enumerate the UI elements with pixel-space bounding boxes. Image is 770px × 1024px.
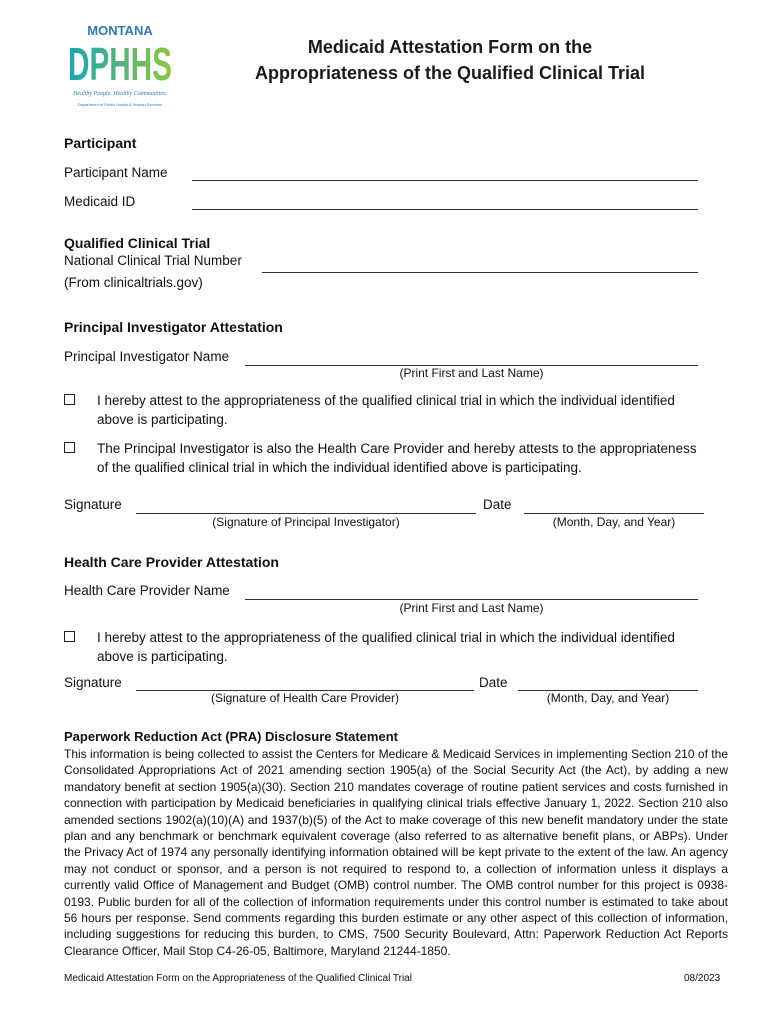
hcp-attest-text (97, 628, 727, 666)
hcp-name-label: Health Care Provider Name (64, 583, 230, 598)
hcp-date-label: Date (479, 675, 508, 690)
pi-date-field[interactable] (524, 513, 704, 514)
hcp-name-caption: (Print First and Last Name) (399, 601, 544, 615)
trial-number-field[interactable] (262, 272, 698, 273)
logo-dept: Department of Public Health & Human Services (77, 102, 163, 107)
pi-attest-line-1: I hereby attest to the appropriateness of the qualified clinical trial in which the individual identified (97, 393, 675, 408)
hcp-heading: Health Care Provider Attestation (64, 554, 279, 570)
participant-name-label: Participant Name (64, 165, 168, 180)
dphhs-logo-graphic (64, 22, 176, 114)
pi-date-label: Date (483, 497, 512, 512)
trial-number-label: National Clinical Trial Number (64, 253, 242, 268)
pi-attest-text (97, 391, 727, 429)
hcp-date-caption: (Month, Day, and Year) (546, 691, 670, 705)
hcp-attest-line-2: above is participating. (97, 649, 228, 664)
trial-heading: Qualified Clinical Trial (64, 235, 211, 251)
medicaid-id-label: Medicaid ID (64, 194, 136, 209)
medicaid-id-field[interactable] (192, 209, 698, 210)
pi-name-caption: (Print First and Last Name) (399, 366, 544, 380)
pi-attest-line-2: above is participating. (97, 412, 228, 427)
pi-date-caption: (Month, Day, and Year) (552, 515, 676, 529)
participant-name-field[interactable] (192, 180, 698, 181)
pra-body: This information is being collected to assist the Centers for Medicare & Medicaid Services in implementing Section 210 of the Consolidated Appropriations Act of 2021 amending section 1905(a) of the Social Security Act (the Act), by adding a new mandatory benefit at section 1905(a)(30). Section 210 mandates coverage of routine patient services and costs furnished in connection with participation by Medicaid beneficiaries in qualifying clinical trials effective January 1, 2022. Section 210 also amended sections 1902(a)(10)(A) and 1937(b)(5) of the Act to make coverage of this new benefit mandatory under the state plan and any benchmark or benchmark equivalent coverage (also referred to as alternative benefit plans, or ABPs). Under the Privacy Act of 1974 any personally identifying information obtained will be kept private to the extent of the law. An agency may not conduct or sponsor, and a person is not required to respond to, a collection of information unless it displays a currently valid Office of Management and Budget (OMB) control number. The OMB control number for this project is 0938-0193. Public burden for all of the collection of information requirements under this control number is estimated to take about 56 hours per response. Send comments regarding this burden estimate or any other aspect of this collection of information, including suggestions for reducing this burden, to CMS, 7500 Security Boulevard, Attn: Paperwork Reduction Act Reports Clearance Officer, Mail Stop C4-26-05, Baltimore, Maryland 21244-1850. (64, 747, 728, 958)
trial-number-sub: (From clinicaltrials.gov) (64, 275, 203, 290)
page-title (200, 34, 700, 86)
footer-date: 08/2023 (684, 973, 721, 984)
pi-name-label: Principal Investigator Name (64, 349, 230, 364)
hcp-attest-checkbox[interactable] (64, 631, 75, 642)
hcp-signature-label: Signature (64, 675, 122, 690)
pi-is-hcp-text (97, 439, 727, 477)
title-line-1: Medicaid Attestation Form on the (307, 37, 593, 57)
pi-is-hcp-checkbox[interactable] (64, 442, 75, 453)
pi-heading: Principal Investigator Attestation (64, 319, 283, 335)
pi-is-hcp-line-2: of the qualified clinical trial in which the individual identified above is participating. (97, 460, 582, 475)
logo-tagline: Healthy People. Healthy Communities. (73, 91, 167, 97)
pi-attest-checkbox[interactable] (64, 394, 75, 405)
dphhs-logo (64, 22, 176, 114)
hcp-signature-caption: (Signature of Health Care Provider) (210, 691, 400, 705)
pra-heading: Paperwork Reduction Act (PRA) Disclosure Statement (64, 729, 398, 744)
pi-signature-field[interactable] (136, 513, 476, 514)
logo-montana-text: MONTANA (87, 23, 153, 38)
title-line-2: Appropriateness of the Qualified Clinical Trial (254, 63, 646, 83)
pi-signature-label: Signature (64, 497, 122, 512)
footer-form-name: Medicaid Attestation Form on the Appropriateness of the Qualified Clinical Trial (64, 973, 412, 984)
hcp-name-field[interactable] (245, 599, 698, 600)
participant-heading: Participant (64, 135, 137, 151)
pi-is-hcp-line-1: The Principal Investigator is also the Health Care Provider and hereby attests to the appropriateness (97, 441, 697, 456)
hcp-attest-line-1: I hereby attest to the appropriateness of the qualified clinical trial in which the individual identified (97, 630, 675, 645)
logo-main-text: DPHHS (68, 38, 172, 90)
pi-signature-caption: (Signature of Principal Investigator) (212, 515, 400, 529)
